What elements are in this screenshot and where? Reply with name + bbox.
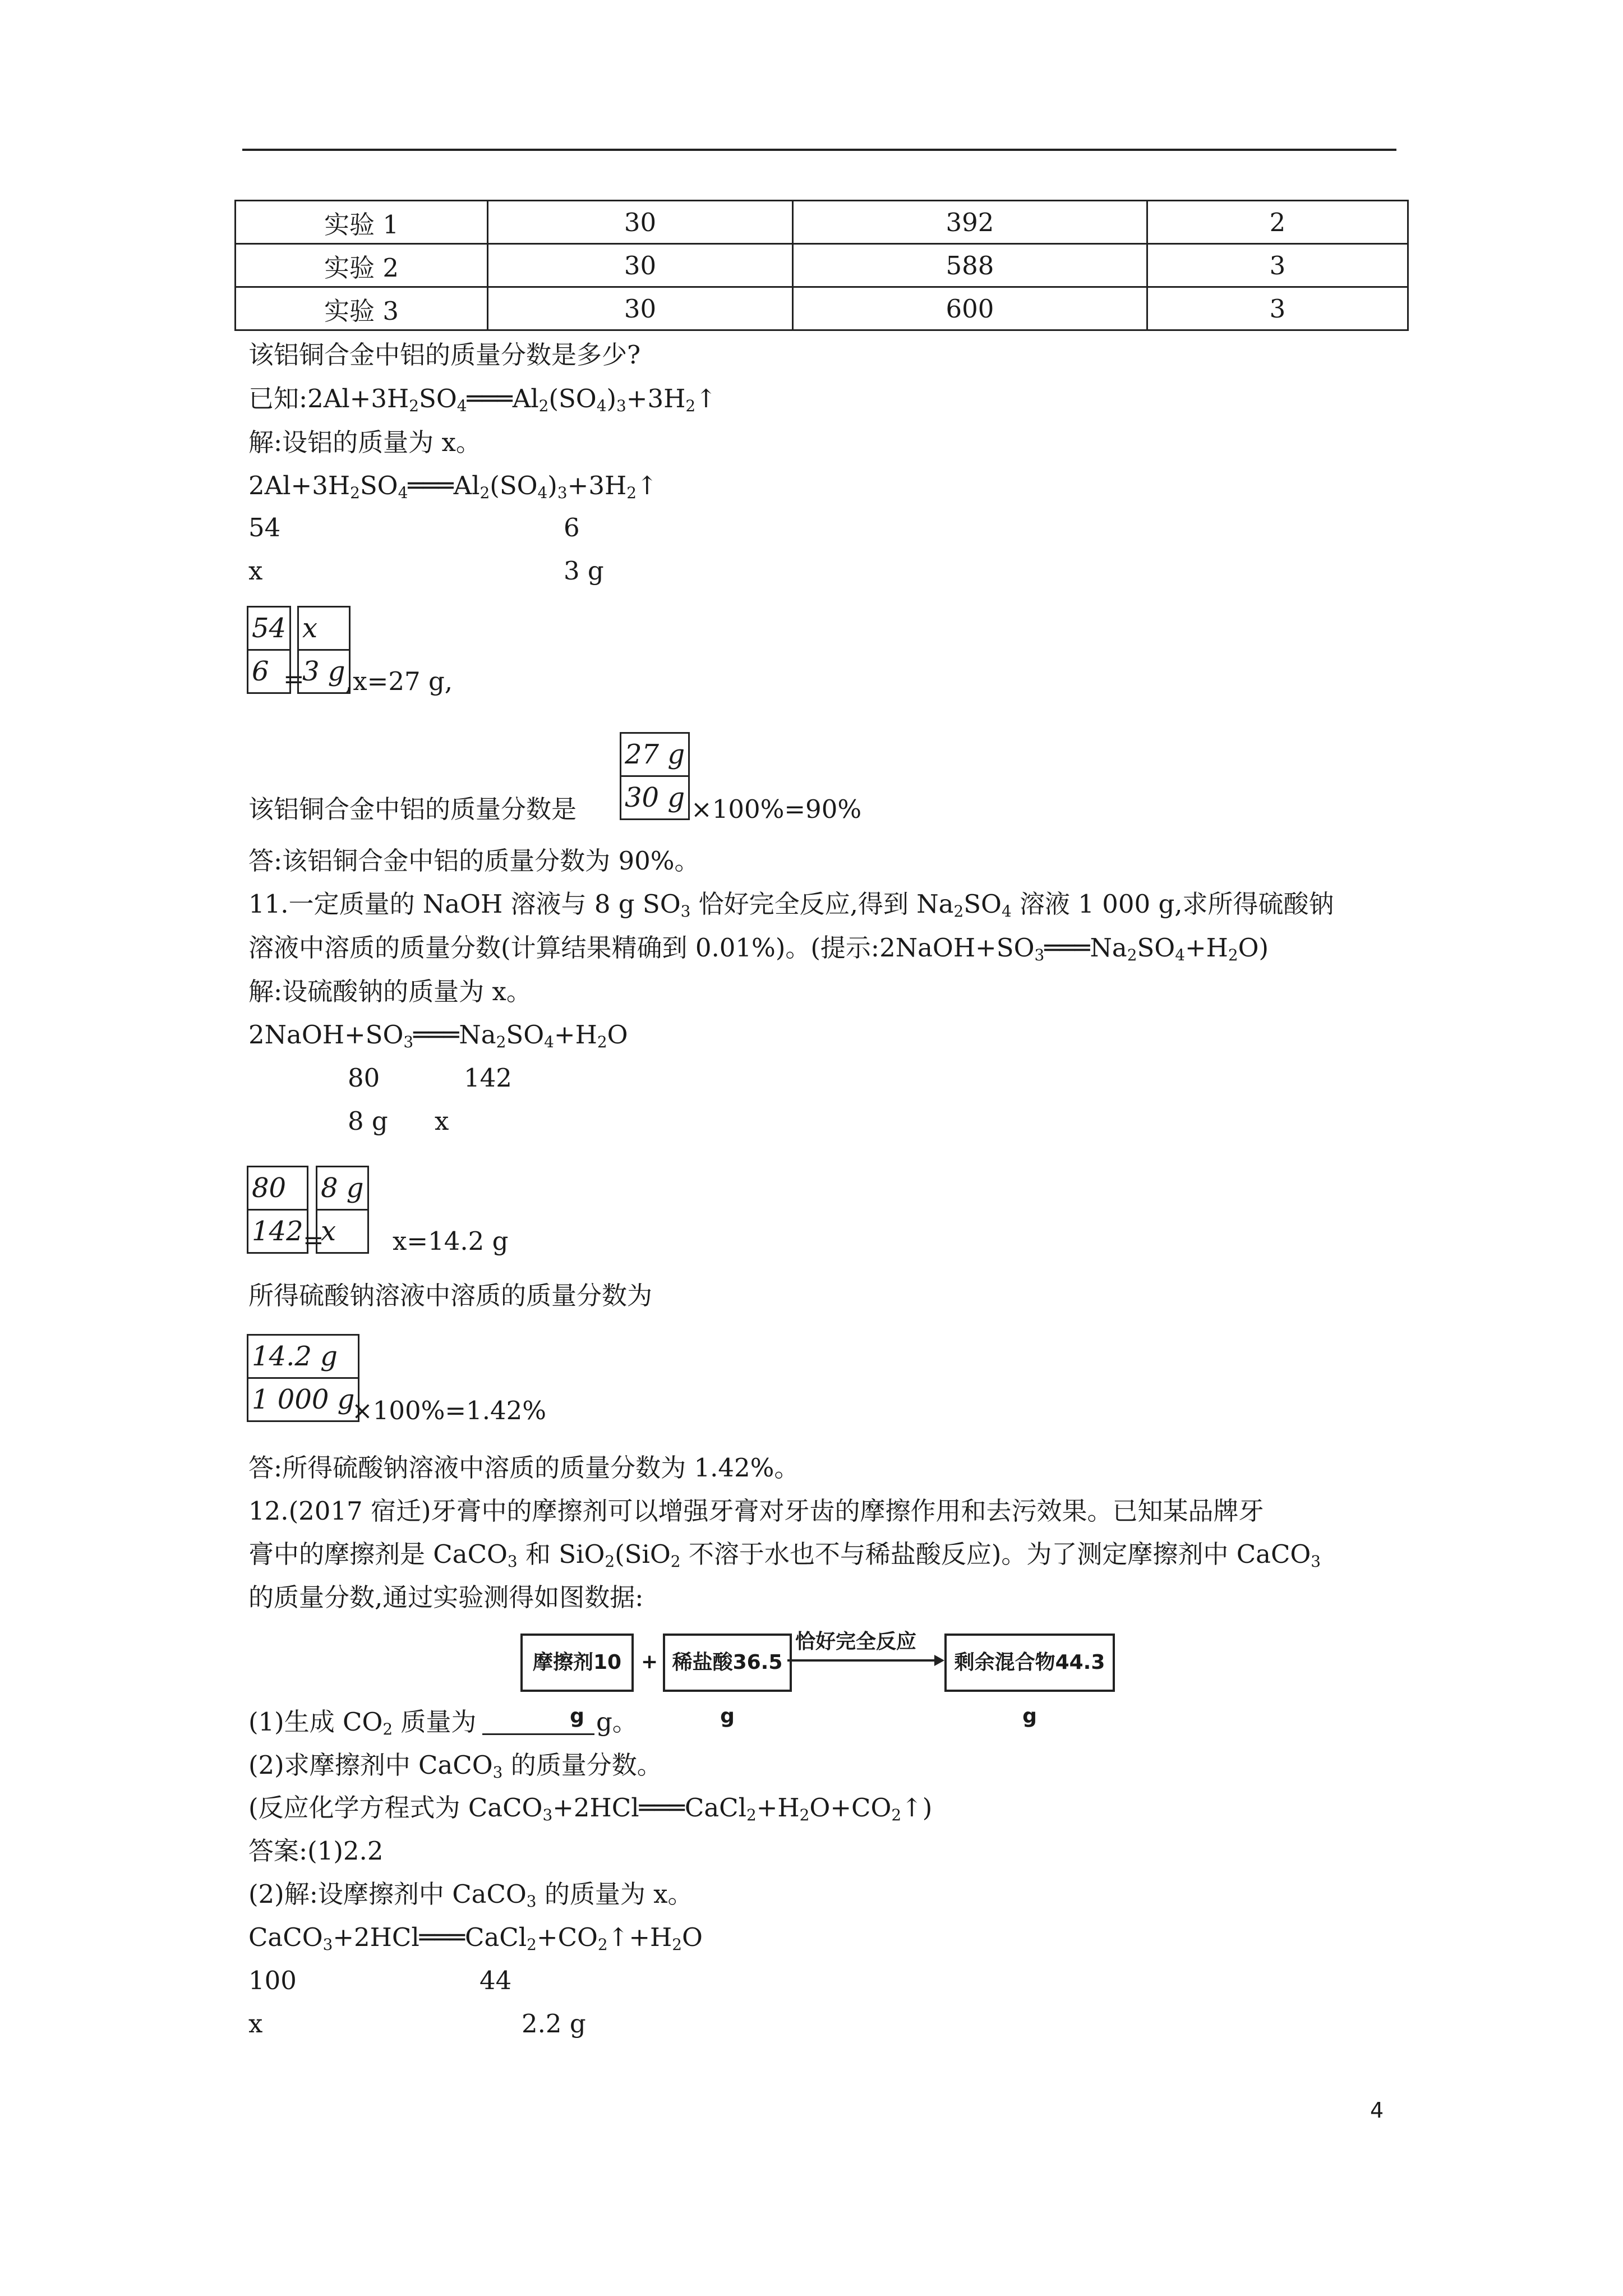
- ratio-row-6-left: x: [248, 2009, 263, 2039]
- table-cell: 600: [793, 287, 1147, 330]
- ratio-row-1-left: 54: [248, 513, 281, 542]
- ratio-row-5-left: 100: [248, 1966, 297, 1995]
- denominator: 6: [248, 649, 289, 692]
- numerator: 27 g: [625, 739, 685, 770]
- fraction-27g-over-30g: [620, 732, 690, 820]
- fraction-8g-over-x: [316, 1166, 369, 1254]
- table-row: [236, 244, 1408, 287]
- numerator: 8 g: [321, 1172, 364, 1204]
- part-2: (2)求摩擦剂中 CaCO$_3$ 的质量分数。: [248, 1750, 662, 1782]
- table-cell: 实验 3: [236, 287, 488, 330]
- result-x-27g: ,x=27 g,: [345, 666, 453, 696]
- part-3-equation-note: (反应化学方程式为 $CaCO_3+2HCl═══CaCl_2+H_2O+CO_2↑$): [248, 1793, 933, 1824]
- flow-box-abrasive: 摩擦剂10 g: [520, 1634, 634, 1692]
- table-row: [236, 287, 1408, 330]
- question-12-line-2: 膏中的摩擦剂是 CaCO$_3$ 和 SiO$_2$(SiO$_2$ 不溶于水也不与稀盐酸反应)。为了测定摩擦剂中 CaCO$_3$: [248, 1539, 1321, 1571]
- part-1-lead: (1)生成 $CO_2$ 质量为: [248, 1707, 477, 1738]
- ratio-row-2-right: 3 g: [564, 556, 604, 586]
- question-12-line-1: 12.(2017 宿迁)牙膏中的摩擦剂可以增强牙膏对牙齿的摩擦作用和去污效果。已知某品牌牙: [248, 1496, 1264, 1526]
- denominator: 142: [248, 1209, 307, 1252]
- flow-box-acid: 稀盐酸36.5 g: [663, 1634, 792, 1692]
- flow-plus: +: [641, 1650, 658, 1673]
- fraction-80-over-142: [247, 1166, 308, 1254]
- table-cell: 30: [488, 287, 793, 330]
- question-11-line-2: 溶液中溶质的质量分数(计算结果精确到 0.01%)。(提示$:2NaOH+SO_3═══Na_2SO_4+H_2O$): [248, 933, 1269, 964]
- numerator: 14.2 g: [252, 1341, 338, 1372]
- table-cell: 30: [488, 244, 793, 287]
- table-cell: 30: [488, 201, 793, 244]
- answer-blank[interactable]: [482, 1733, 594, 1735]
- answer-11: 答:所得硫酸钠溶液中溶质的质量分数为 1.42%。: [248, 1453, 800, 1483]
- answer-10: 答:该铝铜合金中铝的质量分数为 90%。: [248, 846, 700, 876]
- table-cell: 2: [1147, 201, 1408, 244]
- equals-sign: =: [303, 1225, 324, 1255]
- reaction-equation-3: $CaCO_3+2HCl═══CaCl_2+CO_2↑+H_2O$: [248, 1922, 703, 1954]
- table-cell: 实验 2: [236, 244, 488, 287]
- numerator: x: [302, 613, 318, 644]
- question-11-line-1: 11.一定质量的 NaOH 溶液与 8 g $SO_3$ 恰好完全反应,得到 $Na_2SO_4$ 溶液 1 000 g,求所得硫酸钠: [248, 889, 1334, 921]
- percent-tail-2: ×100%=1.42%: [352, 1396, 547, 1425]
- result-x-14-2g: x=14.2 g: [393, 1226, 509, 1256]
- known-equation: 已知$:2Al+3H_2SO_4═══Al_2(SO_4)_3+3H_2↑$: [248, 384, 717, 415]
- table-cell: 实验 1: [236, 201, 488, 244]
- table-cell: 3: [1147, 244, 1408, 287]
- ratio-row-2-left: x: [248, 556, 263, 586]
- table-cell: 3: [1147, 287, 1408, 330]
- table-cell: 392: [793, 201, 1147, 244]
- ratio-row-3-left: 80: [348, 1063, 380, 1093]
- equals-sign: =: [283, 664, 305, 694]
- percent-tail: ×100%=90%: [691, 794, 862, 824]
- reaction-equation-2: $2NaOH+SO_3═══Na_2SO_4+H_2O$: [248, 1020, 628, 1051]
- question-12-line-3: 的质量分数,通过实验测得如图数据:: [248, 1582, 644, 1612]
- ratio-row-1-right: 6: [564, 513, 580, 542]
- ratio-row-5-right: 44: [479, 1966, 512, 1995]
- answer-12-part-1: 答案:(1)2.2: [248, 1836, 384, 1866]
- denominator: 3 g: [299, 649, 349, 692]
- solution-line-2: 解:设硫酸钠的质量为 x。: [248, 977, 532, 1006]
- solution-line-3: (2)解:设摩擦剂中 CaCO$_3$ 的质量为 x。: [248, 1879, 693, 1911]
- percent-lead-2: 所得硫酸钠溶液中溶质的质量分数为: [248, 1281, 653, 1310]
- header-rule: [242, 149, 1396, 151]
- question-al-fraction: 该铝铜合金中铝的质量分数是多少?: [248, 340, 641, 370]
- ratio-row-3-right: 142: [464, 1063, 512, 1093]
- denominator: x: [317, 1209, 367, 1252]
- reaction-equation-1: $2Al+3H_2SO_4═══Al_2(SO_4)_3+3H_2↑$: [248, 471, 658, 502]
- ratio-row-6-right: 2.2 g: [522, 2009, 586, 2039]
- fraction-x-over-3g: [297, 606, 351, 694]
- numerator: 54: [252, 613, 287, 644]
- percent-lead: 该铝铜合金中铝的质量分数是: [248, 794, 577, 824]
- part-1-tail: g。: [596, 1707, 638, 1737]
- denominator: 30 g: [621, 775, 688, 818]
- numerator: 80: [252, 1172, 287, 1204]
- flow-box-residue: 剩余混合物44.3 g: [944, 1634, 1115, 1692]
- fraction-14-2g-over-1000g: [247, 1334, 359, 1422]
- solution-line-1: 解:设铝的质量为 x。: [248, 427, 481, 457]
- experiment-table: [234, 200, 1409, 331]
- ratio-row-4-left: 8 g: [348, 1106, 388, 1136]
- table-row: [236, 201, 1408, 244]
- flow-arrow-label: 恰好完全反应: [795, 1630, 917, 1653]
- flow-arrow: [787, 1652, 944, 1669]
- ratio-row-4-right: x: [435, 1106, 449, 1136]
- denominator: 1 000 g: [248, 1377, 358, 1420]
- page-number: 4: [1370, 2098, 1384, 2123]
- table-cell: 588: [793, 244, 1147, 287]
